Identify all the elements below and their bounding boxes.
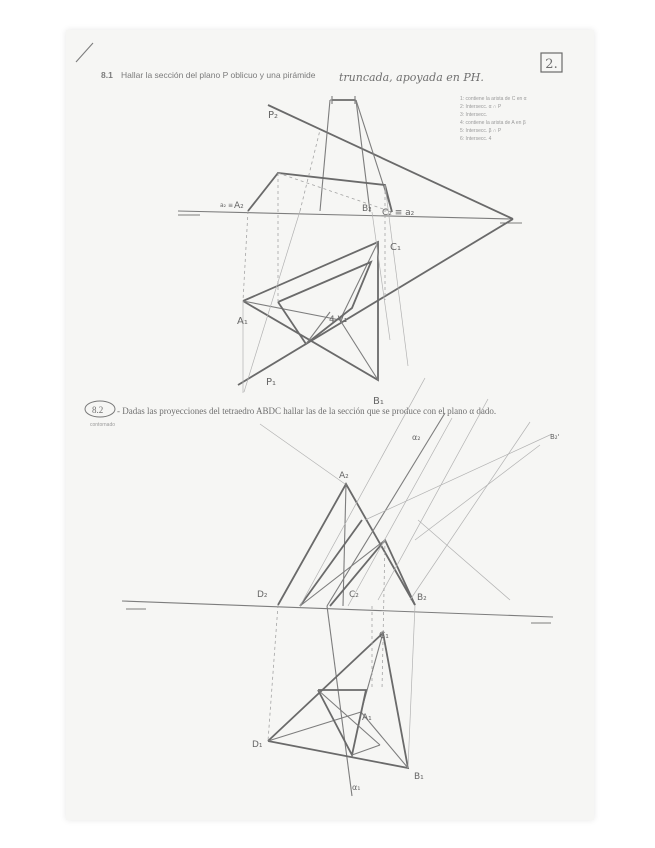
label-a2: A₂ [234, 201, 244, 211]
ground-line-1 [178, 211, 513, 219]
label-p1: P₁ [266, 377, 277, 388]
label-a2-eq: a₂ ≡ [220, 202, 234, 209]
page-number-box [541, 53, 562, 72]
ground-line-2 [122, 601, 553, 617]
pen-stroke-mark [76, 43, 93, 62]
base-triangle-top [243, 242, 378, 380]
label-p2: P₂ [268, 110, 279, 121]
note-line-5: 5: Intersecc. β ∩ P [460, 128, 502, 134]
label-a1-p2: A₁ [362, 713, 372, 723]
label-a1: A₁ [237, 316, 248, 327]
problem2-header [85, 401, 496, 428]
problem1-statement: Hallar la sección del plano P oblicuo y una pirámide [121, 70, 316, 80]
note-line-6: 6: Intersecc. 4 [460, 136, 492, 142]
note-line-2: 2: Intersecc. α ∩ P [460, 104, 502, 110]
label-v1: 4 V₁ [329, 315, 348, 325]
label-b1: B₁ [373, 396, 384, 407]
label-b2-prime: B₂' [550, 433, 560, 441]
problem1-notes [460, 96, 527, 142]
label-c2: C₂ ≡ a₂ [382, 208, 415, 218]
section-top [278, 262, 371, 344]
problem2-number: 8.2 [92, 405, 104, 415]
tetra-top [268, 633, 408, 768]
label-c1: C₁ [390, 242, 401, 253]
problem2-statement: - Dadas las proyecciones del tetraedro ABDC hallar las de la sección que se produce con el plano α dado. [117, 406, 497, 416]
label-alpha2: α₂ [412, 433, 421, 442]
label-c2-p2: C₂ [349, 590, 359, 600]
problem1-number: 8.1 [101, 70, 113, 80]
label-alpha1: α₁ [352, 783, 361, 792]
label-b1-p2: B₁ [414, 772, 424, 782]
label-c1-p2: C₁ [379, 631, 389, 641]
note-line-3: 3: Intersecc. [460, 112, 488, 118]
label-a2-p2: A₂ [339, 471, 349, 481]
problem1-handwritten-statement: truncada, apoyada en PH. [339, 71, 484, 84]
label-b2-p2: B₂ [417, 593, 427, 603]
label-d2: D₂ [257, 590, 268, 600]
problem2-labels [252, 433, 560, 792]
page-number: 2. [545, 57, 558, 72]
problem2-note: contornado [90, 422, 116, 428]
problem2-drawing [122, 378, 553, 796]
problem1-labels [220, 110, 415, 407]
note-line-4: 4: contiene la arista de A en β [460, 120, 526, 126]
label-b2: B₂ [362, 204, 372, 214]
note-line-1: 1: contiene la arista de C en α [460, 96, 527, 102]
label-d1: D₁ [252, 740, 263, 750]
